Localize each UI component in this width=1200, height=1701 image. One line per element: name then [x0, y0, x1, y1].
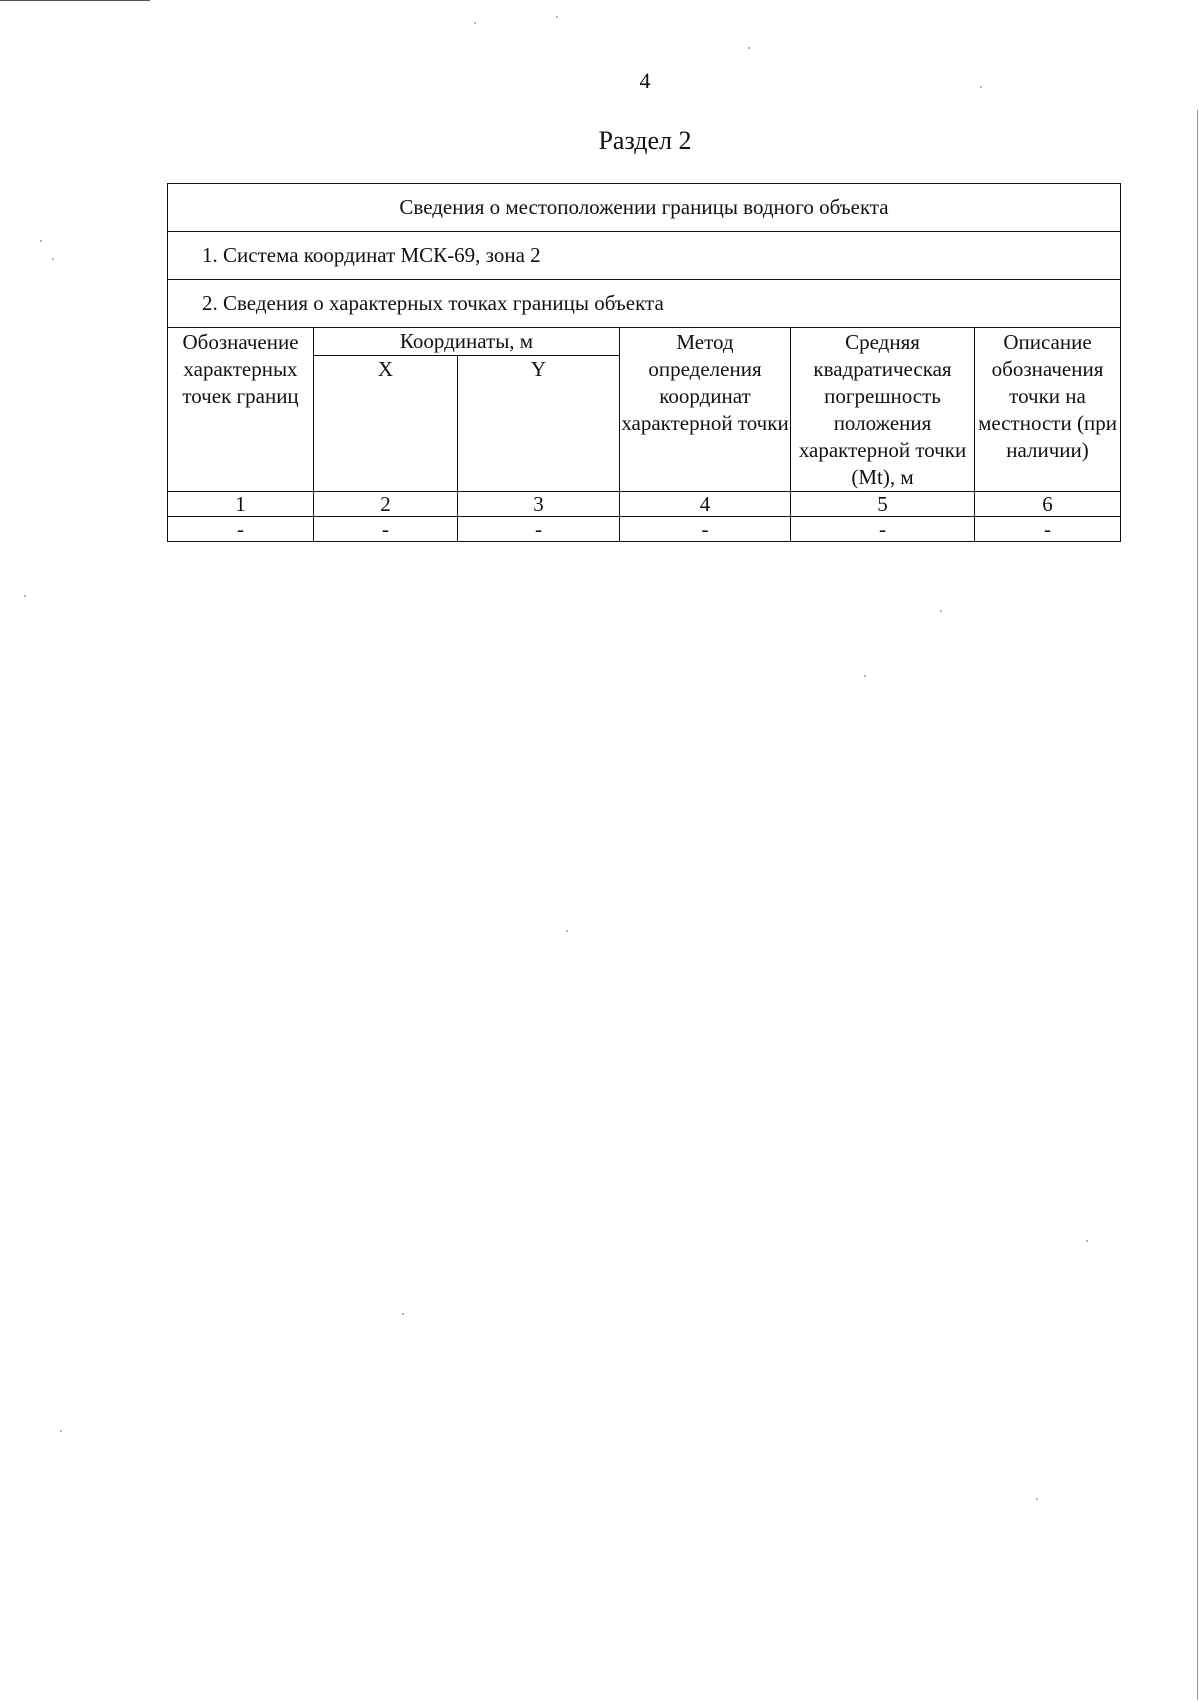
boundary-points-table [167, 183, 1121, 542]
scan-speck [566, 930, 568, 932]
scan-edge-line [1197, 110, 1198, 1700]
scan-edge-line [0, 0, 150, 1]
column-number: 2 [314, 492, 458, 517]
table-cell: - [791, 517, 975, 542]
table-cell: - [458, 517, 620, 542]
header-coordinates: Координаты, м [314, 328, 620, 356]
table-cell: - [975, 517, 1121, 542]
scan-speck [864, 675, 866, 677]
scan-speck [40, 240, 42, 242]
scan-speck [940, 610, 942, 612]
header-method: Метод определения координат характерной точки [620, 328, 791, 492]
scan-speck [402, 1313, 404, 1315]
scan-speck [556, 16, 558, 18]
header-x: X [314, 356, 458, 492]
scan-speck [24, 595, 26, 597]
page-number: 4 [639, 68, 651, 93]
column-number: 1 [168, 492, 314, 517]
column-number: 6 [975, 492, 1121, 517]
scan-speck [60, 1430, 62, 1432]
scan-speck [1086, 1240, 1088, 1242]
coordinate-system: 1. Система координат МСК-69, зона 2 [168, 232, 1121, 280]
table-title: Сведения о местоположении границы водного объекта [168, 184, 1121, 232]
header-mean-error: Средняя квадратическая погрешность положения характерной точки (Mt), м [791, 328, 975, 492]
scan-speck [748, 47, 750, 49]
points-heading: 2. Сведения о характерных точках границы объекта [168, 280, 1121, 328]
table-cell: - [314, 517, 458, 542]
scan-speck [474, 22, 476, 24]
column-number: 4 [620, 492, 791, 517]
column-number: 3 [458, 492, 620, 517]
table-row [168, 517, 1121, 542]
section-title: Раздел 2 [598, 126, 692, 155]
scan-speck [52, 258, 54, 260]
header-y: Y [458, 356, 620, 492]
column-number: 5 [791, 492, 975, 517]
header-description: Описание обозначения точки на местности (при наличии) [975, 328, 1121, 492]
header-point-designation: Обозначение характерных точек границ [168, 328, 314, 492]
scan-speck [980, 86, 982, 88]
table-cell: - [620, 517, 791, 542]
scan-speck [1036, 1498, 1038, 1500]
table-cell: - [168, 517, 314, 542]
